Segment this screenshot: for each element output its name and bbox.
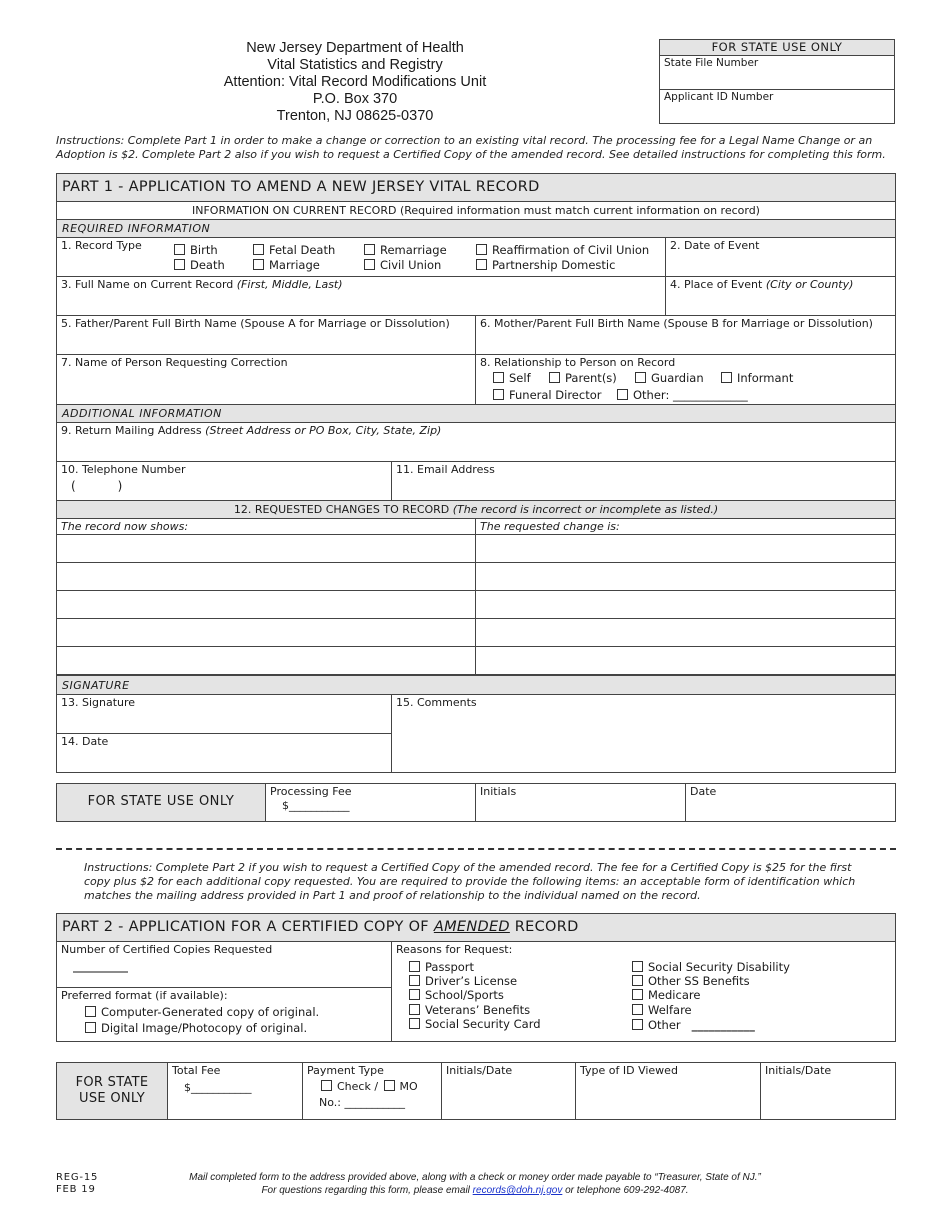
preferred-format-label: Preferred format (if available): [61, 989, 228, 1002]
option-label: Informant [737, 371, 794, 385]
requested-changes-text: 12. REQUESTED CHANGES TO RECORD [233, 503, 453, 516]
record-type-death[interactable] [174, 258, 225, 272]
payment-type-field [302, 1062, 442, 1120]
mailing-address-label: 9. Return Mailing Address [61, 424, 206, 437]
checkbox[interactable] [549, 372, 560, 383]
state-use-box-top [659, 39, 895, 124]
checkbox[interactable] [493, 389, 504, 400]
record-now-shows-row[interactable] [56, 562, 476, 591]
checkbox[interactable] [721, 372, 732, 383]
checkbox[interactable] [364, 259, 375, 270]
date-label: 14. Date [61, 735, 109, 748]
option-label: Computer-Generated copy of original. [101, 1005, 320, 1019]
option-label: Welfare [648, 1003, 692, 1017]
requested-change-row[interactable] [475, 534, 896, 563]
record-type-remarriage[interactable] [364, 243, 447, 257]
instructions-part1: Instructions: Complete Part 1 in order to make a change or correction to an existing vital record. The processing fee for a Legal Name Change or an Adoption is $2. Complete Part 2 also if you wish to request a Certified Copy of the amended record. See detailed instructions for completing this form. [56, 134, 886, 161]
mother-name-field[interactable] [475, 315, 896, 355]
initials-date-field-2[interactable] [760, 1062, 896, 1120]
mailing-address-field[interactable] [56, 422, 896, 462]
checkbox[interactable] [617, 389, 628, 400]
copies-requested-field[interactable] [56, 941, 392, 988]
signature-label: 13. Signature [61, 696, 136, 709]
option-label: School/Sports [425, 988, 504, 1002]
additional-info-text: ADDITIONAL INFORMATION [62, 407, 222, 420]
checkbox[interactable] [174, 259, 185, 270]
processing-fee-field[interactable] [265, 783, 476, 822]
state-use-label-1 [56, 783, 266, 822]
processing-fee-label: Processing Fee [270, 785, 352, 798]
relationship-parent[interactable] [549, 371, 617, 385]
comments-field[interactable] [391, 694, 896, 773]
checkbox[interactable] [476, 244, 487, 255]
date-field[interactable] [56, 733, 392, 773]
footer-mail-instructions: Mail completed form to the address provided above, along with a check or money order made payable to “Treasurer, State of NJ.” [189, 1172, 761, 1183]
checkbox[interactable] [632, 961, 643, 972]
option-label: Passport [425, 960, 475, 974]
signature-field[interactable] [56, 694, 392, 734]
info-current-text: INFORMATION ON CURRENT RECORD (Required information must match current information on record) [192, 204, 760, 217]
reason-medicare[interactable] [632, 988, 700, 1002]
relationship-guardian[interactable] [635, 371, 704, 385]
father-name-field[interactable] [56, 315, 476, 355]
state-use-label-2 [56, 1062, 168, 1120]
id-viewed-field[interactable] [575, 1062, 761, 1120]
reason-drivers-license[interactable] [409, 974, 517, 988]
option-label: Medicare [648, 988, 701, 1002]
footer-contact [130, 1184, 820, 1197]
place-of-event-label: 4. Place of Event [670, 278, 766, 291]
option-label: Birth [190, 243, 218, 257]
record-type-birth[interactable] [174, 243, 218, 257]
required-info-text: REQUIRED INFORMATION [62, 222, 211, 235]
option-label: Civil Union [380, 258, 442, 272]
part2-title [57, 914, 895, 940]
record-now-shows-row[interactable] [56, 618, 476, 647]
email-field[interactable] [391, 461, 896, 501]
id-viewed-label: Type of ID Viewed [580, 1064, 678, 1077]
date-of-event-field[interactable] [665, 237, 896, 277]
checkbox[interactable] [409, 1018, 420, 1029]
option-label: Self [509, 371, 531, 385]
initials-field[interactable] [475, 783, 686, 822]
place-of-event-hint: (City or County) [765, 278, 854, 291]
relationship-funeral-director[interactable] [493, 388, 601, 402]
checkbox[interactable] [409, 1004, 420, 1015]
record-type-partnership[interactable] [476, 258, 615, 272]
option-label: Death [190, 258, 225, 272]
option-label: Social Security Disability [648, 960, 790, 974]
requester-name-field[interactable] [56, 354, 476, 405]
form-revision-date: FEB 19 [56, 1184, 96, 1195]
checkbox[interactable] [632, 1019, 643, 1030]
relationship-label: 8. Relationship to Person on Record [480, 356, 676, 369]
copies-requested-label: Number of Certified Copies Requested [61, 943, 273, 956]
option-label: Reaffirmation of Civil Union [492, 243, 650, 257]
total-fee-blank: $___________ [184, 1081, 252, 1094]
checkbox-money-order[interactable] [384, 1080, 395, 1091]
email-label: 11. Email Address [396, 463, 495, 476]
mailing-address-hint: (Street Address or PO Box, City, State, Zip) [205, 424, 442, 437]
record-now-shows-header [56, 518, 476, 535]
checkbox[interactable] [174, 244, 185, 255]
checkbox[interactable] [85, 1006, 96, 1017]
payment-number: No.: ___________ [319, 1096, 405, 1109]
telephone-area-code: ( ) [71, 479, 123, 493]
info-current-header [56, 201, 896, 220]
signature-header [56, 675, 896, 695]
father-name-label: 5. Father/Parent Full Birth Name (Spouse A for Marriage or Dissolution) [61, 317, 450, 330]
record-type-reaffirmation[interactable] [476, 243, 649, 257]
requested-change-row[interactable] [475, 618, 896, 647]
part2-title-a: PART 2 - APPLICATION FOR A CERTIFIED COPY OF [62, 919, 434, 935]
footer-contact-suffix: or telephone 609-292-4087. [562, 1185, 689, 1196]
place-of-event-field[interactable] [665, 276, 896, 316]
state-date-label: Date [690, 785, 717, 798]
option-label: Other: _____________ [633, 388, 748, 402]
initials-date-label-1: Initials/Date [446, 1064, 513, 1077]
requested-change-row[interactable] [475, 646, 896, 675]
option-label: Remarriage [380, 243, 447, 257]
additional-info-header [56, 404, 896, 423]
relationship-informant[interactable] [721, 371, 793, 385]
payment-options [307, 1080, 437, 1094]
total-fee-label: Total Fee [172, 1064, 221, 1077]
part2-title-bar [56, 913, 896, 942]
checkbox[interactable] [409, 961, 420, 972]
checkbox[interactable] [253, 244, 264, 255]
option-label: Guardian [651, 371, 704, 385]
checkbox[interactable] [409, 989, 420, 1000]
cut-line-divider [56, 848, 896, 850]
record-now-shows-label: The record now shows: [61, 520, 189, 533]
requested-change-row[interactable] [475, 562, 896, 591]
reason-welfare[interactable] [632, 1003, 692, 1017]
part2-title-emphasis: AMENDED [433, 919, 510, 935]
requested-change-header [475, 518, 896, 535]
part2-title-c: RECORD [509, 919, 579, 935]
state-file-number-field[interactable]: State File Number [660, 56, 894, 90]
requested-change-label: The requested change is: [480, 520, 620, 533]
check-label: Check / [337, 1080, 379, 1093]
telephone-label: 10. Telephone Number [61, 463, 186, 476]
relationship-other[interactable] [617, 388, 748, 402]
reason-social-security-card[interactable] [409, 1017, 541, 1031]
comments-label: 15. Comments [396, 696, 477, 709]
agency-pobox: P.O. Box 370 [312, 91, 398, 107]
copies-requested-blank: __________ [73, 960, 128, 973]
format-digital-image[interactable] [85, 1021, 307, 1035]
checkbox[interactable] [635, 372, 646, 383]
option-label: Veterans’ Benefits [425, 1003, 531, 1017]
option-label: Fetal Death [269, 243, 336, 257]
option-label: Other [648, 1018, 681, 1032]
checkbox[interactable] [632, 975, 643, 986]
mother-name-label: 6. Mother/Parent Full Birth Name (Spouse B for Marriage or Dissolution) [480, 317, 873, 330]
state-use-label-line1: FOR STATE [75, 1075, 149, 1090]
footer-contact-prefix: For questions regarding this form, please email [261, 1185, 473, 1196]
applicant-id-field[interactable]: Applicant ID Number [664, 91, 774, 103]
agency-header [160, 40, 550, 125]
processing-fee-blank: $___________ [282, 799, 350, 812]
reason-ss-disability[interactable] [632, 960, 790, 974]
option-label: Funeral Director [509, 388, 602, 402]
state-date-field[interactable] [685, 783, 896, 822]
agency-city: Trenton, NJ 08625-0370 [276, 108, 434, 124]
requested-changes-header [56, 500, 896, 519]
required-info-header [56, 219, 896, 238]
reason-other-ss-benefits[interactable] [632, 974, 750, 988]
agency-division: Vital Statistics and Registry [267, 57, 443, 73]
agency-attention: Attention: Vital Record Modifications Unit [223, 74, 487, 90]
reason-other[interactable] [632, 1018, 755, 1032]
part1-title-bar [56, 173, 896, 202]
instructions-part2: Instructions: Complete Part 2 if you wish to request a Certified Copy of the amended record. The fee for a Certified Copy is $25 for the first copy plus $2 for each additional copy requested. You are required to provide the following items: an acceptable form of identification which matches the mailing address provided in Part 1 and proof of relationship to the individual named on the record. [84, 861, 856, 902]
checkbox-check[interactable] [321, 1080, 332, 1091]
email-link[interactable]: records@doh.nj.gov [472, 1185, 563, 1196]
option-label: Marriage [269, 258, 320, 272]
form-code [56, 1172, 98, 1196]
requested-changes-hint: (The record is incorrect or incomplete as listed.) [452, 503, 719, 516]
full-name-label: 3. Full Name on Current Record [61, 278, 237, 291]
reason-other-blank: ___________ [691, 1018, 755, 1032]
checkbox[interactable] [85, 1022, 96, 1033]
date-of-event-label: 2. Date of Event [670, 239, 760, 252]
record-now-shows-row[interactable] [56, 590, 476, 619]
reasons-label: Reasons for Request: [396, 943, 513, 956]
state-use-text: FOR STATE USE ONLY [87, 794, 235, 809]
signature-section-text: SIGNATURE [62, 679, 130, 692]
initials-date-label-2: Initials/Date [765, 1064, 832, 1077]
agency-name: New Jersey Department of Health [246, 40, 464, 56]
record-now-shows-row[interactable] [56, 646, 476, 675]
record-type-marriage[interactable] [253, 258, 320, 272]
full-name-hint: (First, Middle, Last) [236, 278, 343, 291]
reason-passport[interactable] [409, 960, 474, 974]
part1-title: PART 1 - APPLICATION TO AMEND A NEW JERSEY VITAL RECORD [62, 179, 540, 195]
requested-change-row[interactable] [475, 590, 896, 619]
option-label: Parent(s) [565, 371, 617, 385]
initials-label: Initials [480, 785, 517, 798]
checkbox[interactable] [476, 259, 487, 270]
option-label: Digital Image/Photocopy of original. [101, 1021, 308, 1035]
record-type-civil-union[interactable] [364, 258, 441, 272]
checkbox[interactable] [253, 259, 264, 270]
state-use-label-line2: USE ONLY [79, 1091, 145, 1106]
money-order-label: MO [399, 1080, 418, 1093]
reason-veterans-benefits[interactable] [409, 1003, 530, 1017]
record-now-shows-row[interactable] [56, 534, 476, 563]
checkbox[interactable] [364, 244, 375, 255]
option-label: Partnership Domestic [492, 258, 616, 272]
option-label: Driver’s License [425, 974, 518, 988]
option-label: Other SS Benefits [648, 974, 750, 988]
requester-name-label: 7. Name of Person Requesting Correction [61, 356, 288, 369]
checkbox[interactable] [632, 989, 643, 1000]
checkbox[interactable] [409, 975, 420, 986]
record-type-label: 1. Record Type [61, 239, 142, 252]
initials-date-field-1[interactable] [441, 1062, 576, 1120]
payment-type-label: Payment Type [307, 1064, 384, 1077]
telephone-field[interactable] [56, 461, 392, 501]
reason-school-sports[interactable] [409, 988, 504, 1002]
checkbox[interactable] [632, 1004, 643, 1015]
format-computer-generated[interactable] [85, 1005, 319, 1019]
state-use-title: FOR STATE USE ONLY [660, 40, 894, 56]
relationship-self[interactable] [493, 371, 531, 385]
footer-notes [130, 1171, 820, 1197]
checkbox[interactable] [493, 372, 504, 383]
total-fee-field[interactable] [167, 1062, 303, 1120]
record-type-fetal-death[interactable] [253, 243, 335, 257]
option-label: Social Security Card [425, 1017, 541, 1031]
full-name-field[interactable] [56, 276, 666, 316]
form-id: REG-15 [56, 1172, 99, 1183]
